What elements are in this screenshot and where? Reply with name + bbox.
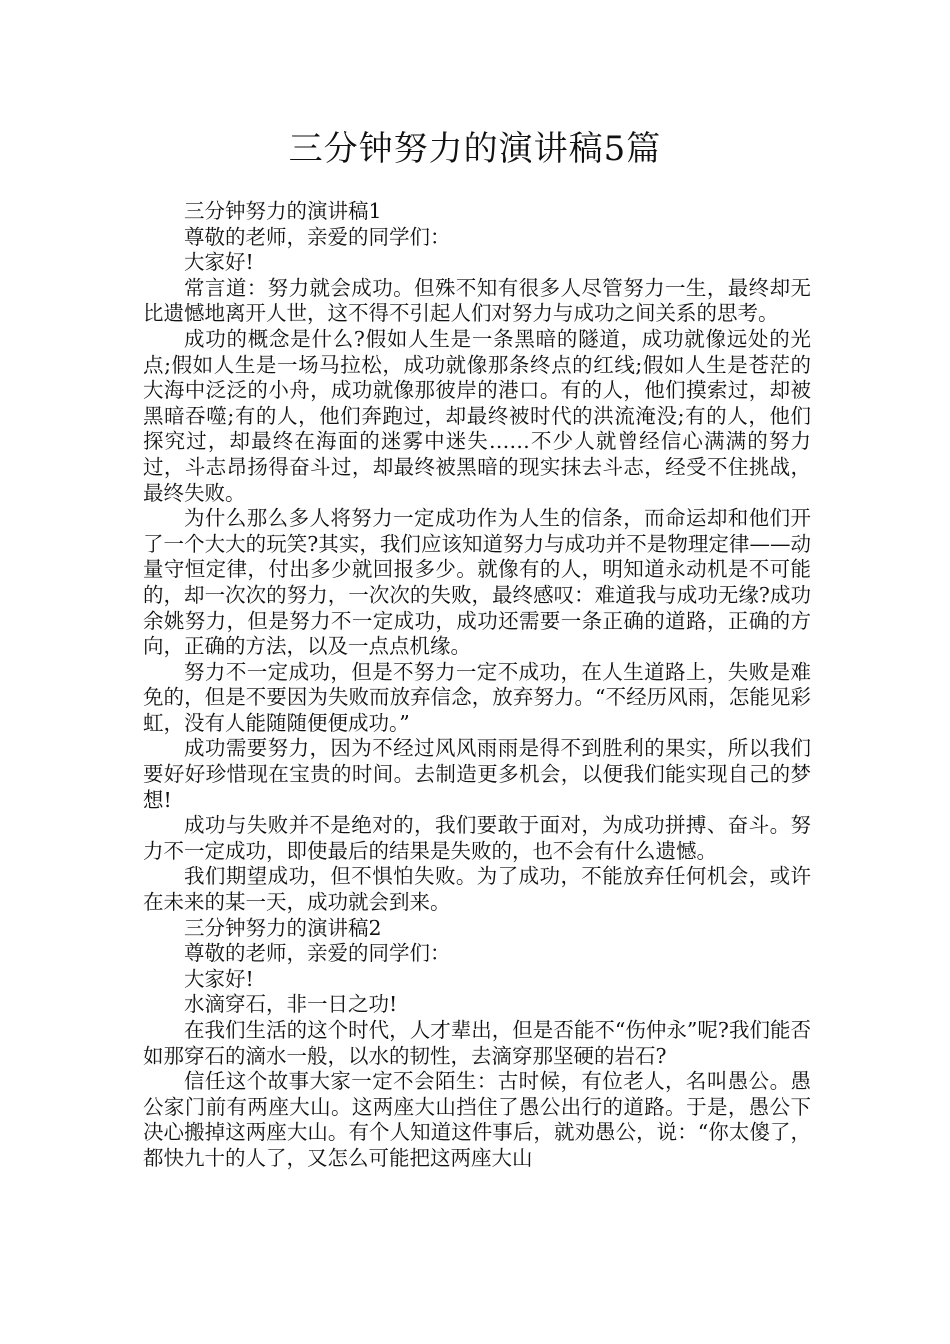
paragraph-hello: 大家好! [184, 966, 254, 991]
paragraph: 水滴穿石，非一日之功! [184, 992, 398, 1017]
paragraph: 成功的概念是什么?假如人生是一条黑暗的隧道，成功就像远处的光点;假如人生是一场马拉松，成功就像那条终点的红线;假如人生是苍茫的大海中泛泛的小舟，成功就像那彼岸的港口。有的人，他们摸索过，却被黑暗吞噬;有的人，他们奔跑过，却最终被时代的洪流淹没;有的人，他们探究过，却最终在海面的迷雾中迷失……不少人就曾经信心满满的努力过，斗志昂扬得奋斗过，却最终被黑暗的现实抹去斗志，经受不住挑战，最终失败。 [143, 326, 811, 505]
paragraph: 我们期望成功，但不惧怕失败。为了成功，不能放弃任何机会，或许在未来的某一天，成功就会到来。 [143, 864, 811, 915]
paragraph: 信任这个故事大家一定不会陌生：古时候，有位老人，名叫愚公。愚公家门前有两座大山。这两座大山挡住了愚公出行的道路。于是，愚公下决心搬掉这两座大山。有个人知道这件事后，就劝愚公，说：“你太傻了，都快九十的人了，又怎么可能把这两座大山 [143, 1069, 811, 1170]
paragraph: 成功与失败并不是绝对的，我们要敢于面对，为成功拼搏、奋斗。努力不一定成功，即使最后的结果是失败的，也不会有什么遗憾。 [143, 813, 811, 863]
document-title: 三分钟努力的演讲稿5篇 [288, 129, 662, 169]
paragraph: 为什么那么多人将努力一定成功作为人生的信条，而命运却和他们开了一个大大的玩笑?其实，我们应该知道努力与成功并不是物理定律——动量守恒定律，付出多少就回报多少。就像有的人，明知道永动机是不可能的，却一次次的努力，一次次的失败，最终感叹：难道我与成功无缘?成功余姚努力，但是努力不一定成功，成功还需要一条正确的道路，正确的方向，正确的方法，以及一点点机缘。 [143, 506, 811, 659]
paragraph: 在我们生活的这个时代，人才辈出，但是否能不“伤仲永”呢?我们能否如那穿石的滴水一般，以水的韧性，去滴穿那坚硬的岩石? [143, 1018, 811, 1068]
paragraph-hello: 大家好! [184, 250, 254, 275]
paragraph-speech-2-heading: 三分钟努力的演讲稿2 [184, 915, 382, 940]
paragraph: 成功需要努力，因为不经过风风雨雨是得不到胜利的果实，所以我们要好好珍惜现在宝贵的时间。去制造更多机会，以便我们能实现自己的梦想! [143, 736, 811, 812]
paragraph: 努力不一定成功，但是不努力一定不成功，在人生道路上，失败是难免的，但是不要因为失败而放弃信念，放弃努力。“不经历风雨，怎能见彩虹，没有人能随随便便成功。” [143, 659, 811, 735]
paragraph-greeting: 尊敬的老师，亲爱的同学们： [184, 941, 451, 966]
paragraph: 常言道：努力就会成功。但殊不知有很多人尽管努力一生，最终却无比遗憾地离开人世，这不得不引起人们对努力与成功之间关系的思考。 [143, 275, 811, 326]
paragraph-speech-1-heading: 三分钟努力的演讲稿1 [184, 199, 382, 223]
paragraph-greeting: 尊敬的老师，亲爱的同学们： [184, 224, 451, 249]
document-body [143, 199, 811, 1172]
